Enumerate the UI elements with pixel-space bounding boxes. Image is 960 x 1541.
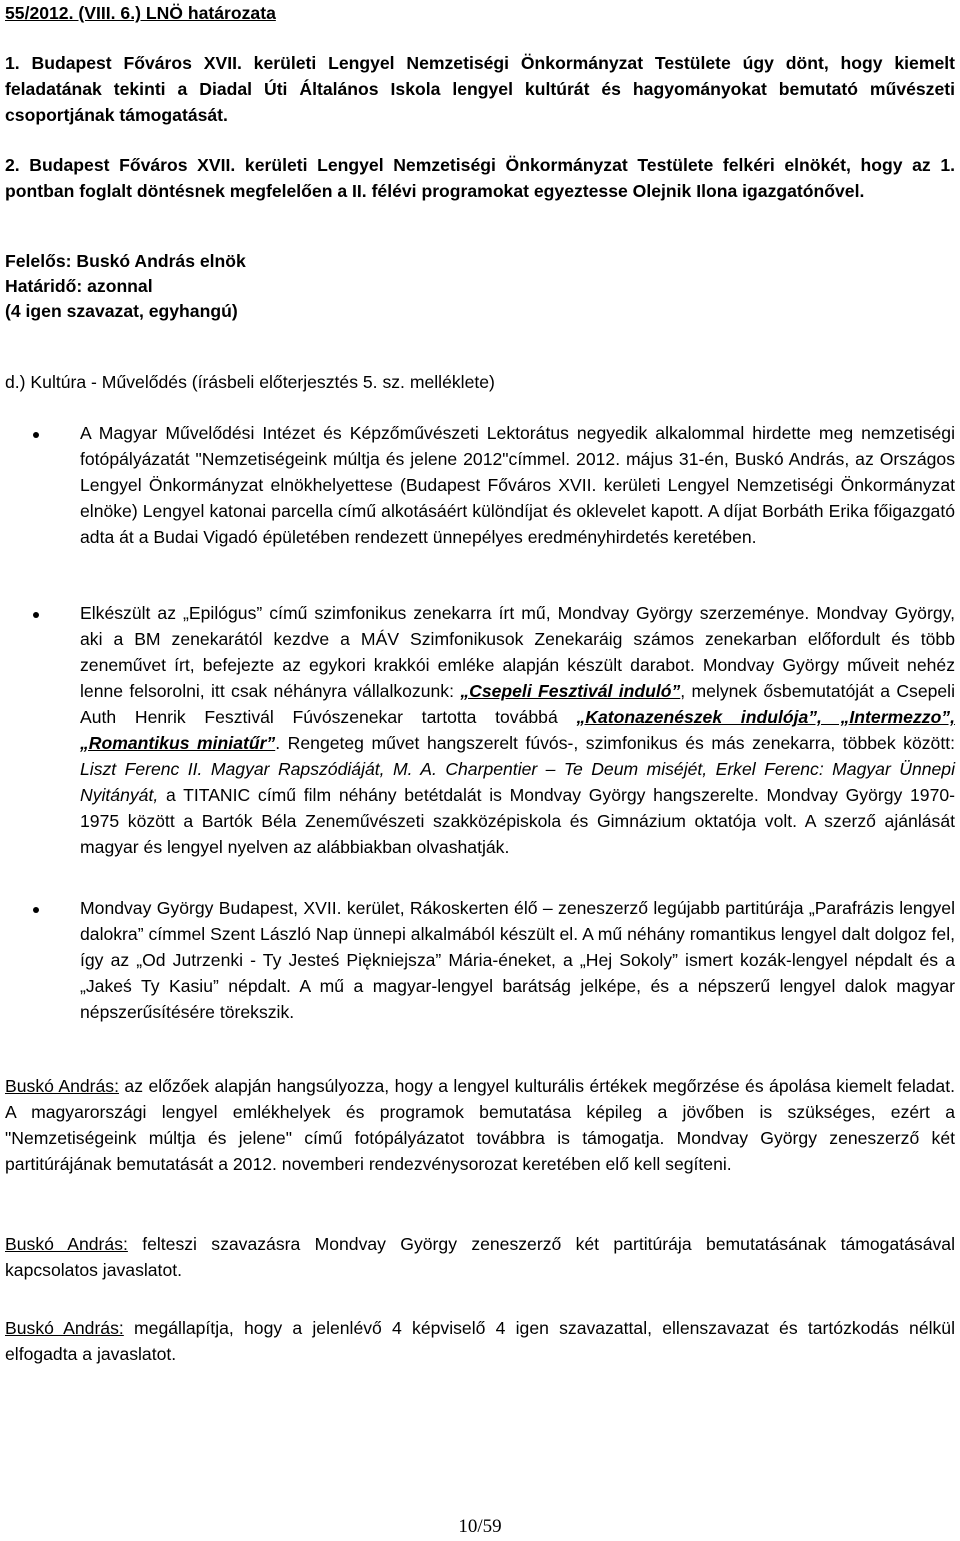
deadline-line: Határidő: azonnal bbox=[5, 276, 153, 296]
speaker-name: Buskó András: bbox=[5, 1318, 124, 1338]
bullet-text-photo-contest: A Magyar Művelődési Intézet és Képzőművészeti Lektorátus negyedik alkalommal hirdette meg nemzetiségi fotópályázatát "Nemzetiségeink múltja és jelene 2012"címmel. 2012. május 31-én, Buskó András, az Országos Lengyel Önkormányzat elnökhelyettese (Budapest Főváros XVII. kerületi Lengyel Nemzetiségi Önkormányzat elnöke) Lengyel katonai parcella című alkotásáért különdíjat és oklevelet kapott. A díjat Borbáth Erika főigazgató adta át a Budai Vigadó épületében rendezett ünnepélyes eredményhirdetés keretében. bbox=[80, 423, 955, 547]
statement-paragraph-3: Buskó András: megállapítja, hogy a jelenlévő 4 képviselő 4 igen szavazattal, ellenszavazat és tartózkodás nélkül elfogadta a javaslatot. bbox=[5, 1318, 956, 1364]
responsible-line: Felelős: Buskó András elnök bbox=[5, 251, 246, 271]
bullet-text-epilogue: Elkészült az „Epilógus” című szimfonikus zenekarra írt mű, Mondvay György szerzeménye. Mondvay György, aki a BM zenekarától kezdve a MÁV Szimfonikusok Zenekaráig számos zenekarban előfordult és több zeneművet írt, befejezte az egykori krakkói emléke alapján készült darabot. Mondvay György műveit nehéz lenne felsorolni, itt csak néhányra vállalkozunk: „Csepeli Fesztivál induló”, melynek ősbemutatóját a Csepeli Auth Henrik Fesztivál Fúvószenekar tartotta továbbá „Katonazenészek indulója”, „Intermezzo”, „Romantikus miniatűr”. Rengeteg művet hangszerelt fúvós-, szimfonikus és más zenekarra, többek között: Liszt Ferenc II. Magyar Rapszódiáját, M. A. Charpentier – Te Deum miséjét, Erkel Ferenc: Magyar Ünnepi Nyitányát, a TITANIC című film néhány betétdalát is Mondvay György hangszerelte. Mondvay György 1970-1975 között a Bartók Béla Zeneművészeti szakközépiskola és Gimnázium oktatója volt. A szerző ajánlását magyar és lengyel nyelven az alábbiakban olvashatják. bbox=[80, 603, 955, 857]
bullet-icon bbox=[33, 432, 39, 438]
bullet-icon bbox=[33, 612, 39, 618]
bullet-text-paraphrase: Mondvay György Budapest, XVII. kerület, Rákoskerten élő – zeneszerző legújabb partitúrája „Parafrázis lengyel dalokra” címmel Szent László Nap ünnepi alkalmából készült el. A mű néhány romantikus lengyel dalt dolgoz fel, így az „Od Jutrzenki - Ty Jesteś Piękniejsza” Mária-éneket, a „Hej Sokoly” ismert kozák-lengyel népdalt és a „Jakeś Ty Kasiu” népdalt. A mű a magyar-lengyel barátság jelképe, és a népszerű lengyel dalok magyar népszerűsítésére törekszik. bbox=[80, 898, 955, 1022]
decision-point-1: 1. Budapest Főváros XVII. kerületi Lengyel Nemzetiségi Önkormányzat Testülete úgy dönt, hogy kiemelt feladatának tekinti a Diadal Úti Általános Iskola lengyel kultúrát és hagyományokat bemutató művészeti csoportjának támogatását. bbox=[5, 53, 955, 125]
speaker-name: Buskó András: bbox=[5, 1234, 128, 1254]
bullet-icon bbox=[33, 907, 39, 913]
speaker-name: Buskó András: bbox=[5, 1076, 119, 1096]
vote-line: (4 igen szavazat, egyhangú) bbox=[5, 301, 238, 321]
page-number: 10/59 bbox=[458, 1516, 502, 1537]
decision-point-2: 2. Budapest Főváros XVII. kerületi Lengyel Nemzetiségi Önkormányzat Testülete felkéri elnökét, hogy az 1. pontban foglalt döntésnek megfelelően a II. félévi programokat egyeztesse Olejnik Ilona igazgatónővel. bbox=[5, 155, 955, 201]
section-heading-culture: d.) Kultúra - Művelődés (írásbeli előterjesztés 5. sz. melléklete) bbox=[5, 372, 495, 392]
work-titles-list: „Katonazenészek indulója”, „Intermezzo”, „Romantikus miniatűr” bbox=[80, 707, 955, 753]
arranged-works: Liszt Ferenc II. Magyar Rapszódiáját, M. A. Charpentier – Te Deum miséjét, Erkel Ferenc: Magyar Ünnepi Nyitányát, bbox=[80, 759, 955, 805]
statement-paragraph-2: Buskó András: felteszi szavazásra Mondvay György zeneszerző két partitúrája bemutatásának támogatásával kapcsolatos javaslatot. bbox=[5, 1234, 955, 1280]
work-title-csepeli: „Csepeli Fesztivál induló” bbox=[460, 681, 681, 701]
decision-number: 55/2012. (VIII. 6.) LNÖ határozata bbox=[5, 3, 276, 23]
statement-paragraph-1: Buskó András: az előzőek alapján hangsúlyozza, hogy a lengyel kulturális értékek megőrzése és ápolása kiemelt feladat. A magyarországi lengyel emlékhelyek és programok bemutatása képileg a jövőben is szükséges, ezért a "Nemzetiségeink múltja és jelene" című fotópályázatot továbbra is támogatja. Mondvay György zeneszerző két partitúrájának bemutatását a 2012. novemberi rendezvénysorozat keretében elő kell segíteni. bbox=[5, 1076, 955, 1174]
